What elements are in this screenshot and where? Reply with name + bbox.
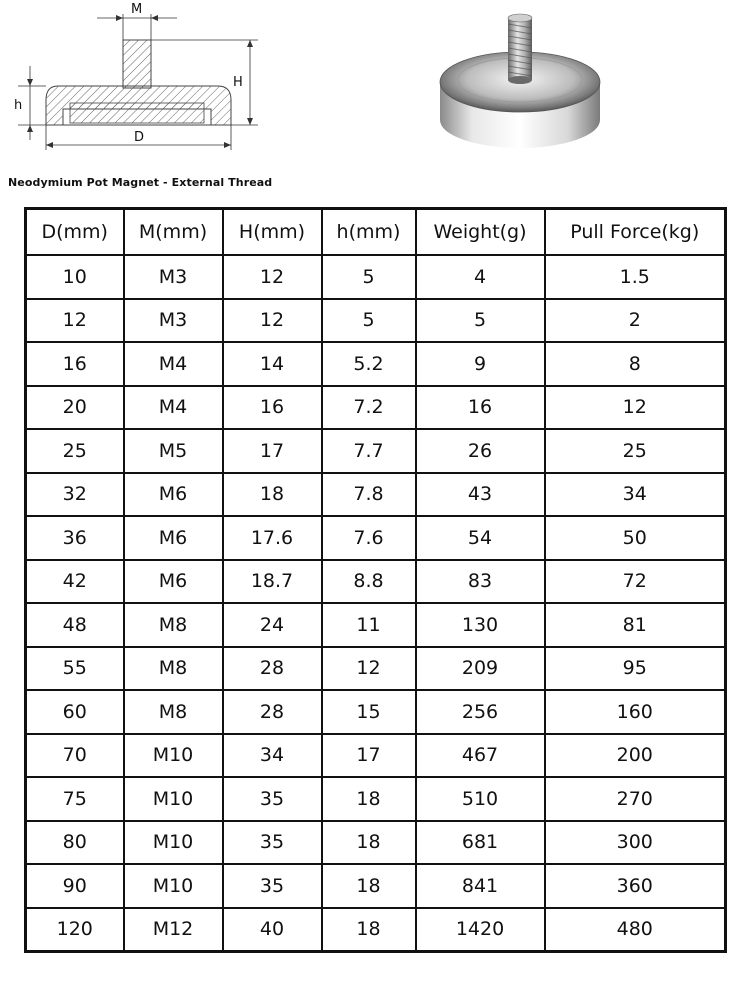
stud-section [123, 40, 151, 88]
cell-weight: 9 [416, 342, 545, 386]
table-row [26, 603, 726, 647]
label-h-lower: h [14, 98, 23, 113]
cell-weight: 510 [416, 777, 545, 821]
cell-pull-force: 200 [545, 734, 726, 778]
cell-pull-force: 72 [545, 560, 726, 604]
cell-h-total: 35 [223, 864, 322, 908]
table-row [26, 429, 726, 473]
cell-m: M8 [124, 647, 223, 691]
cell-h-base: 7.8 [322, 473, 416, 517]
table-row [26, 647, 726, 691]
table-row [26, 690, 726, 734]
cell-d: 48 [26, 603, 124, 647]
header-m: M(mm) [124, 209, 223, 256]
cell-weight: 1420 [416, 908, 545, 952]
cell-h-base: 5 [322, 299, 416, 343]
table-row [26, 777, 726, 821]
cell-pull-force: 1.5 [545, 255, 726, 299]
cell-m: M6 [124, 560, 223, 604]
cell-h-total: 28 [223, 647, 322, 691]
label-d: D [134, 130, 145, 145]
cell-weight: 209 [416, 647, 545, 691]
page-title: Neodymium Pot Magnet - External Thread [8, 176, 273, 189]
cell-h-base: 11 [322, 603, 416, 647]
cell-h-base: 18 [322, 777, 416, 821]
cell-d: 32 [26, 473, 124, 517]
table-row [26, 473, 726, 517]
cell-weight: 256 [416, 690, 545, 734]
table-header-row [26, 209, 726, 256]
cell-pull-force: 8 [545, 342, 726, 386]
cell-h-base: 18 [322, 908, 416, 952]
cell-h-base: 7.7 [322, 429, 416, 473]
cell-m: M6 [124, 473, 223, 517]
cell-h-total: 34 [223, 734, 322, 778]
cell-pull-force: 34 [545, 473, 726, 517]
header-d: D(mm) [26, 209, 124, 256]
cell-h-total: 17.6 [223, 516, 322, 560]
cell-m: M3 [124, 299, 223, 343]
cell-m: M8 [124, 690, 223, 734]
product-image [420, 0, 620, 165]
header-h-total: H(mm) [223, 209, 322, 256]
cell-d: 80 [26, 821, 124, 865]
table-row [26, 299, 726, 343]
cell-h-total: 35 [223, 777, 322, 821]
table-row [26, 255, 726, 299]
cell-weight: 467 [416, 734, 545, 778]
cell-pull-force: 480 [545, 908, 726, 952]
table-row [26, 386, 726, 430]
cell-h-total: 18.7 [223, 560, 322, 604]
cell-h-total: 40 [223, 908, 322, 952]
cell-h-base: 5.2 [322, 342, 416, 386]
cell-weight: 16 [416, 386, 545, 430]
cell-h-total: 18 [223, 473, 322, 517]
cell-weight: 130 [416, 603, 545, 647]
cell-m: M10 [124, 777, 223, 821]
cell-d: 75 [26, 777, 124, 821]
table-row [26, 864, 726, 908]
cell-h-base: 18 [322, 821, 416, 865]
specs-table [24, 207, 727, 953]
cell-h-base: 12 [322, 647, 416, 691]
cell-d: 10 [26, 255, 124, 299]
cell-h-base: 7.2 [322, 386, 416, 430]
cell-m: M10 [124, 734, 223, 778]
label-h-upper: H [233, 75, 243, 90]
cross-section-drawing [0, 0, 270, 160]
header-weight: Weight(g) [416, 209, 545, 256]
cell-pull-force: 160 [545, 690, 726, 734]
dimension-diagram [0, 0, 270, 160]
cell-pull-force: 2 [545, 299, 726, 343]
cell-weight: 4 [416, 255, 545, 299]
cell-d: 60 [26, 690, 124, 734]
cell-pull-force: 25 [545, 429, 726, 473]
cell-weight: 841 [416, 864, 545, 908]
cell-pull-force: 95 [545, 647, 726, 691]
table-row [26, 734, 726, 778]
cell-h-base: 7.6 [322, 516, 416, 560]
cell-d: 16 [26, 342, 124, 386]
header-h-base: h(mm) [322, 209, 416, 256]
cell-m: M6 [124, 516, 223, 560]
cell-d: 12 [26, 299, 124, 343]
cell-weight: 54 [416, 516, 545, 560]
cell-d: 42 [26, 560, 124, 604]
cell-h-base: 17 [322, 734, 416, 778]
table-row [26, 821, 726, 865]
cell-pull-force: 81 [545, 603, 726, 647]
cell-weight: 5 [416, 299, 545, 343]
cell-d: 55 [26, 647, 124, 691]
cell-h-base: 18 [322, 864, 416, 908]
cell-h-total: 28 [223, 690, 322, 734]
cell-pull-force: 300 [545, 821, 726, 865]
cell-m: M10 [124, 864, 223, 908]
cell-pull-force: 270 [545, 777, 726, 821]
cell-d: 25 [26, 429, 124, 473]
cell-h-total: 14 [223, 342, 322, 386]
cell-h-total: 12 [223, 255, 322, 299]
cell-h-total: 24 [223, 603, 322, 647]
cell-h-total: 35 [223, 821, 322, 865]
cell-d: 70 [26, 734, 124, 778]
cell-weight: 26 [416, 429, 545, 473]
cell-pull-force: 360 [545, 864, 726, 908]
cell-pull-force: 50 [545, 516, 726, 560]
cell-m: M12 [124, 908, 223, 952]
magnet-insert [70, 103, 204, 123]
cell-m: M8 [124, 603, 223, 647]
cell-h-base: 5 [322, 255, 416, 299]
cell-m: M5 [124, 429, 223, 473]
cell-d: 90 [26, 864, 124, 908]
cell-weight: 681 [416, 821, 545, 865]
cell-h-base: 8.8 [322, 560, 416, 604]
table-row [26, 560, 726, 604]
table-row [26, 908, 726, 952]
cell-h-base: 15 [322, 690, 416, 734]
cell-m: M3 [124, 255, 223, 299]
pot-magnet-illustration [420, 0, 620, 165]
table-row [26, 342, 726, 386]
cell-pull-force: 12 [545, 386, 726, 430]
cell-h-total: 12 [223, 299, 322, 343]
cell-m: M4 [124, 386, 223, 430]
cell-weight: 43 [416, 473, 545, 517]
header-pull-force: Pull Force(kg) [545, 209, 726, 256]
table-row [26, 516, 726, 560]
cell-h-total: 16 [223, 386, 322, 430]
cell-d: 20 [26, 386, 124, 430]
cell-m: M4 [124, 342, 223, 386]
label-m: M [131, 2, 143, 17]
cell-h-total: 17 [223, 429, 322, 473]
cell-d: 36 [26, 516, 124, 560]
cell-m: M10 [124, 821, 223, 865]
cell-d: 120 [26, 908, 124, 952]
cell-weight: 83 [416, 560, 545, 604]
